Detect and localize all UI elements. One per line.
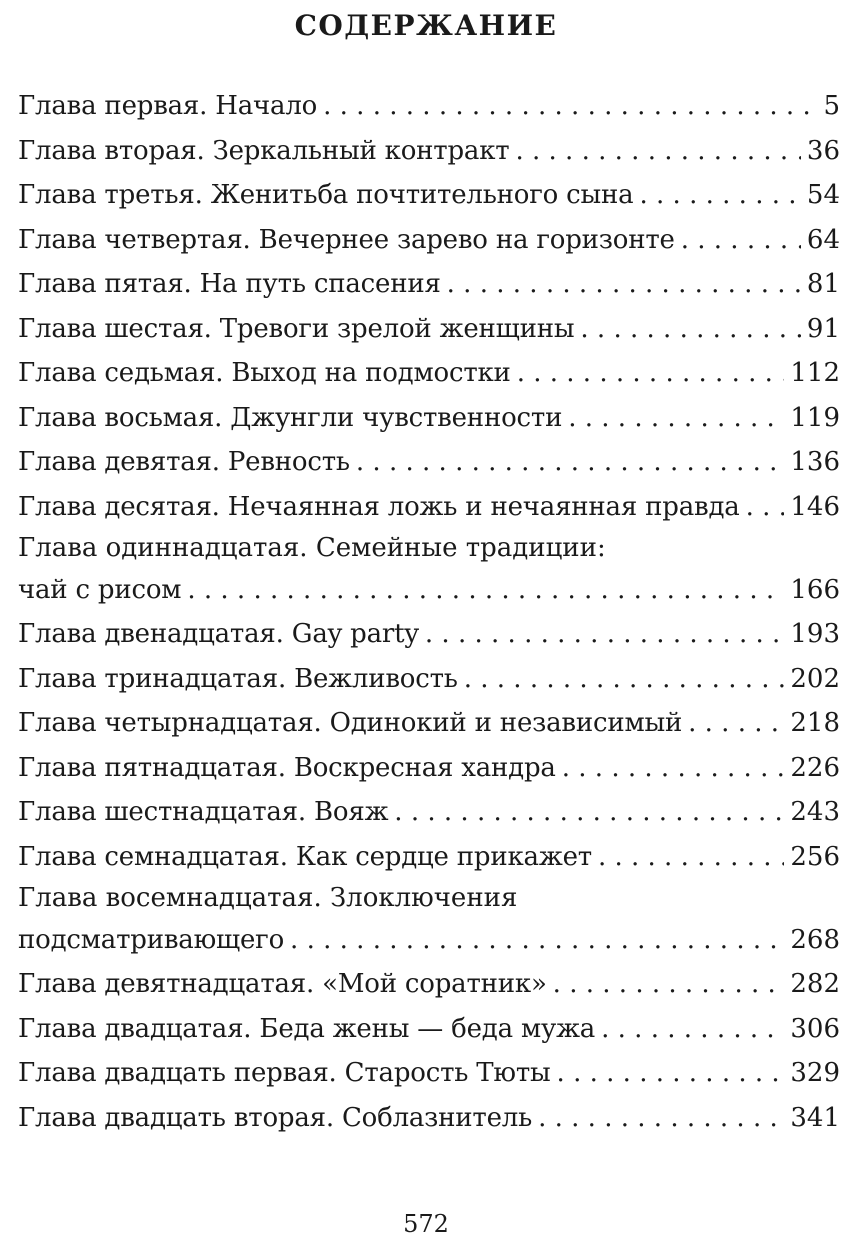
toc-page-number: 193 bbox=[790, 619, 840, 649]
toc-entry-title: Глава девятнадцатая. «Мой соратник» bbox=[18, 969, 547, 999]
toc-page-number: 146 bbox=[790, 491, 840, 522]
toc-entry-title: чай с рисом bbox=[18, 574, 182, 605]
toc-page-number: 256 bbox=[790, 841, 840, 872]
toc-entry bbox=[18, 351, 840, 396]
toc-entry bbox=[18, 701, 840, 746]
toc-entry bbox=[18, 307, 840, 352]
toc-row bbox=[18, 307, 840, 352]
toc-entry-title: Глава девятая. Ревность bbox=[18, 447, 350, 477]
toc-entry-title: Глава двенадцатая. Gay party bbox=[18, 619, 419, 649]
toc-row bbox=[18, 701, 840, 746]
dot-leader bbox=[464, 657, 785, 702]
dot-leader bbox=[425, 612, 784, 657]
toc-page-number: 282 bbox=[790, 969, 840, 999]
toc-entry bbox=[18, 746, 840, 791]
toc-entry bbox=[18, 657, 840, 702]
toc-entry-title: Глава тринадцатая. Вежливость bbox=[18, 663, 458, 694]
toc-entry-title: Глава двадцатая. Беда жены — беда мужа bbox=[18, 1013, 596, 1044]
toc-row bbox=[18, 835, 840, 880]
toc-entry-title: Глава вторая. Зеркальный контракт bbox=[18, 135, 510, 166]
toc-entry-title-line1: Глава одиннадцатая. Семейные традиции: bbox=[18, 533, 606, 563]
toc-row bbox=[18, 1051, 840, 1096]
toc-entry-title: Глава шестая. Тревоги зрелой женщины bbox=[18, 313, 575, 344]
toc-entry bbox=[18, 396, 840, 441]
toc-row bbox=[18, 396, 840, 441]
toc-row bbox=[18, 1007, 840, 1052]
toc-row bbox=[18, 612, 840, 657]
dot-leader bbox=[515, 129, 800, 174]
toc-entry bbox=[18, 612, 840, 657]
dot-leader bbox=[557, 1051, 785, 1096]
table-of-contents bbox=[18, 84, 840, 1140]
toc-entry-title: Глава десятая. Нечаянная ложь и нечаянная правда bbox=[18, 491, 740, 522]
toc-entry bbox=[18, 790, 840, 835]
toc-entry bbox=[18, 440, 840, 485]
toc-entry bbox=[18, 262, 840, 307]
dot-leader bbox=[553, 962, 785, 1007]
dot-leader bbox=[746, 485, 785, 530]
toc-page-number: 81 bbox=[806, 269, 840, 299]
toc-page-number: 202 bbox=[790, 663, 840, 694]
dot-leader bbox=[639, 173, 800, 218]
toc-page-number: 166 bbox=[790, 574, 840, 605]
toc-page-number: 306 bbox=[790, 1013, 840, 1044]
dot-leader bbox=[323, 84, 817, 129]
dot-leader bbox=[394, 790, 784, 835]
dot-leader bbox=[356, 440, 784, 485]
toc-row bbox=[18, 790, 840, 835]
toc-entry bbox=[18, 1007, 840, 1052]
toc-page-number: 91 bbox=[806, 313, 840, 344]
toc-page-number: 112 bbox=[790, 358, 840, 388]
toc-page-number: 226 bbox=[790, 752, 840, 783]
dot-leader bbox=[688, 701, 784, 746]
dot-leader bbox=[568, 396, 784, 441]
dot-leader bbox=[598, 835, 784, 880]
toc-entry-title: Глава первая. Начало bbox=[18, 91, 318, 121]
toc-entry bbox=[18, 529, 840, 612]
toc-row bbox=[18, 129, 840, 174]
toc-entry bbox=[18, 835, 840, 880]
toc-page-number: 329 bbox=[790, 1058, 840, 1088]
toc-row bbox=[18, 84, 840, 129]
page-number-footer: 572 bbox=[403, 1210, 449, 1238]
toc-page-number: 54 bbox=[806, 180, 840, 210]
toc-entry-title: Глава семнадцатая. Как сердце прикажет bbox=[18, 841, 592, 872]
toc-entry-title-line1: Глава восемнадцатая. Злоключения bbox=[18, 883, 518, 913]
toc-page-number: 5 bbox=[823, 91, 840, 121]
toc-entry-title: Глава двадцать первая. Старость Тюты bbox=[18, 1058, 551, 1088]
toc-row bbox=[18, 218, 840, 263]
dot-leader bbox=[601, 1007, 784, 1052]
toc-page-number: 36 bbox=[806, 135, 840, 166]
toc-row bbox=[18, 440, 840, 485]
toc-row bbox=[18, 962, 840, 1007]
toc-entry-title: Глава двадцать вторая. Соблазнитель bbox=[18, 1102, 533, 1133]
toc-entry bbox=[18, 962, 840, 1007]
toc-page-number: 268 bbox=[790, 924, 840, 955]
toc-entry bbox=[18, 485, 840, 530]
toc-row bbox=[18, 173, 840, 218]
toc-entry-title: Глава пятнадцатая. Воскресная хандра bbox=[18, 752, 556, 783]
toc-entry bbox=[18, 173, 840, 218]
toc-entry-title: Глава седьмая. Выход на подмостки bbox=[18, 358, 511, 388]
toc-row bbox=[18, 746, 840, 791]
toc-entry bbox=[18, 1096, 840, 1141]
toc-row bbox=[18, 918, 840, 963]
toc-row bbox=[18, 351, 840, 396]
dot-leader bbox=[580, 307, 801, 352]
toc-page-number: 218 bbox=[790, 708, 840, 738]
toc-entry-title: Глава четырнадцатая. Одинокий и независимый bbox=[18, 708, 683, 738]
toc-page-number: 119 bbox=[790, 402, 840, 433]
toc-row bbox=[18, 1096, 840, 1141]
toc-page-number: 64 bbox=[806, 224, 840, 255]
toc-entry bbox=[18, 129, 840, 174]
toc-entry-title: Глава четвертая. Вечернее зарево на горизонте bbox=[18, 224, 675, 255]
dot-leader bbox=[447, 262, 801, 307]
toc-entry-title: Глава третья. Женитьба почтительного сына bbox=[18, 180, 634, 210]
toc-row bbox=[18, 657, 840, 702]
toc-entry-title: Глава восьмая. Джунгли чувственности bbox=[18, 402, 563, 433]
toc-entry bbox=[18, 1051, 840, 1096]
dot-leader bbox=[187, 568, 784, 613]
toc-entry bbox=[18, 84, 840, 129]
toc-entry-title: подсматривающего bbox=[18, 924, 285, 955]
toc-heading: СОДЕРЖАНИЕ bbox=[294, 9, 558, 42]
dot-leader bbox=[517, 351, 785, 396]
dot-leader bbox=[290, 918, 784, 963]
toc-page-number: 243 bbox=[790, 797, 840, 827]
toc-row bbox=[18, 262, 840, 307]
toc-row bbox=[18, 568, 840, 613]
toc-page-number: 136 bbox=[790, 447, 840, 477]
toc-entry-title: Глава пятая. На путь спасения bbox=[18, 269, 441, 299]
toc-entry bbox=[18, 218, 840, 263]
toc-entry-title: Глава шестнадцатая. Вояж bbox=[18, 797, 389, 827]
dot-leader bbox=[681, 218, 801, 263]
toc-entry bbox=[18, 879, 840, 962]
dot-leader bbox=[538, 1096, 784, 1141]
dot-leader bbox=[562, 746, 785, 791]
toc-page-number: 341 bbox=[790, 1102, 840, 1133]
toc-row bbox=[18, 485, 840, 530]
